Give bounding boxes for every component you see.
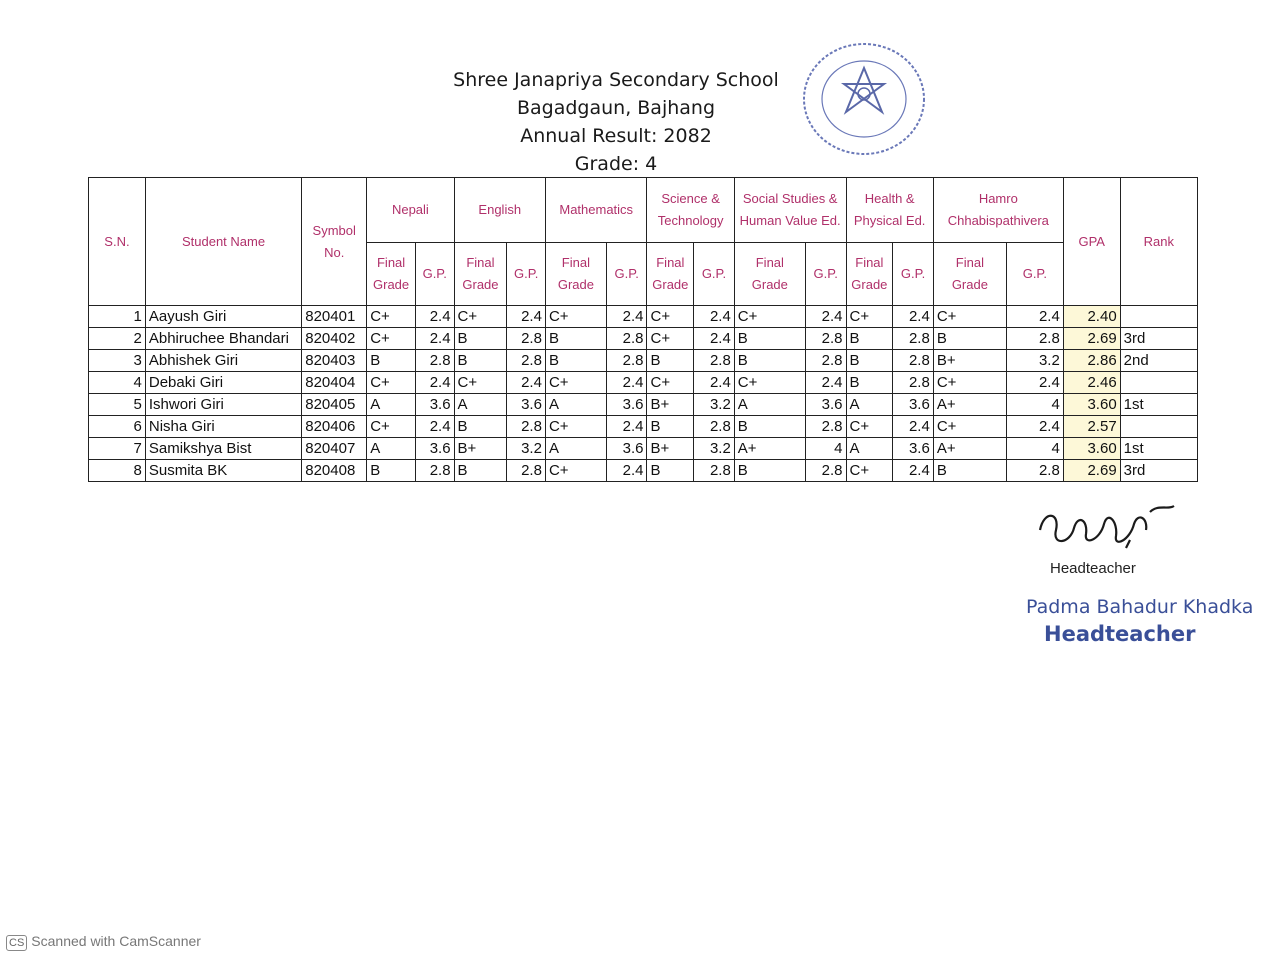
cell-final-grade: B	[846, 372, 893, 394]
cell-gp: 2.4	[415, 372, 454, 394]
cell-gp: 2.8	[805, 328, 846, 350]
cell-final-grade: B	[647, 350, 694, 372]
cell-student-name: Ishwori Giri	[145, 394, 301, 416]
cell-gp: 2.8	[507, 416, 546, 438]
cell-gp: 3.6	[415, 438, 454, 460]
cell-gp: 2.8	[507, 350, 546, 372]
col-final-grade: Final Grade	[647, 243, 694, 306]
col-final-grade: Final Grade	[734, 243, 805, 306]
cell-final-grade: B	[734, 416, 805, 438]
cell-sn: 6	[89, 416, 146, 438]
cell-final-grade: B	[647, 416, 694, 438]
cell-student-name: Nisha Giri	[145, 416, 301, 438]
cell-symbol-no: 820408	[302, 460, 367, 482]
cell-gp: 2.8	[507, 460, 546, 482]
cell-final-grade: A	[545, 438, 606, 460]
col-subject-nepali: Nepali	[367, 178, 454, 243]
cell-rank	[1120, 372, 1197, 394]
cell-final-grade: B	[367, 350, 416, 372]
cell-gp: 2.4	[805, 372, 846, 394]
cell-sn: 3	[89, 350, 146, 372]
cell-final-grade: C+	[734, 372, 805, 394]
cell-gp: 3.2	[694, 438, 735, 460]
cell-final-grade: A+	[734, 438, 805, 460]
cell-gp: 2.8	[1006, 460, 1063, 482]
cell-gp: 2.8	[606, 350, 647, 372]
cell-gp: 2.4	[694, 328, 735, 350]
cell-gp: 2.4	[1006, 416, 1063, 438]
cell-gp: 2.8	[694, 460, 735, 482]
cell-gp: 3.6	[893, 438, 934, 460]
col-gp: G.P.	[507, 243, 546, 306]
cell-final-grade: A+	[933, 394, 1006, 416]
result-title: Annual Result: 2082	[520, 125, 712, 147]
cell-symbol-no: 820406	[302, 416, 367, 438]
cell-final-grade: A	[454, 394, 507, 416]
cell-rank: 2nd	[1120, 350, 1197, 372]
cell-final-grade: C+	[367, 328, 416, 350]
cell-final-grade: A	[367, 438, 416, 460]
cell-symbol-no: 820407	[302, 438, 367, 460]
table-row	[89, 394, 1198, 416]
cell-final-grade: C+	[933, 372, 1006, 394]
cell-final-grade: A+	[933, 438, 1006, 460]
cell-gp: 2.8	[694, 416, 735, 438]
cell-sn: 1	[89, 306, 146, 328]
cell-final-grade: C+	[545, 416, 606, 438]
table-row	[89, 306, 1198, 328]
cell-gp: 2.4	[415, 306, 454, 328]
table-row	[89, 416, 1198, 438]
cell-student-name: Samikshya Bist	[145, 438, 301, 460]
cell-final-grade: C+	[367, 372, 416, 394]
cell-final-grade: C+	[367, 306, 416, 328]
cell-sn: 4	[89, 372, 146, 394]
cell-gp: 2.8	[415, 460, 454, 482]
cell-symbol-no: 820404	[302, 372, 367, 394]
cell-gp: 2.4	[415, 416, 454, 438]
col-gp: G.P.	[415, 243, 454, 306]
cell-gp: 2.8	[893, 350, 934, 372]
cell-gp: 4	[1006, 394, 1063, 416]
cell-final-grade: B	[846, 328, 893, 350]
cell-gp: 2.4	[893, 306, 934, 328]
cell-student-name: Aayush Giri	[145, 306, 301, 328]
col-rank: Rank	[1120, 178, 1197, 306]
col-final-grade: Final Grade	[454, 243, 507, 306]
cell-final-grade: C+	[367, 416, 416, 438]
cell-sn: 8	[89, 460, 146, 482]
cell-gpa: 2.57	[1063, 416, 1120, 438]
col-subject-health: Health & Physical Ed.	[846, 178, 933, 243]
scanner-footer	[6, 933, 201, 951]
cell-final-grade: C+	[647, 328, 694, 350]
cell-gp: 2.8	[805, 416, 846, 438]
cell-sn: 7	[89, 438, 146, 460]
cell-final-grade: C+	[454, 372, 507, 394]
cell-final-grade: B	[846, 350, 893, 372]
cell-final-grade: B	[933, 328, 1006, 350]
col-subject-english: English	[454, 178, 545, 243]
cell-final-grade: C+	[545, 460, 606, 482]
cell-sn: 5	[89, 394, 146, 416]
cell-final-grade: B	[545, 328, 606, 350]
cell-gp: 2.4	[805, 306, 846, 328]
cell-gp: 3.6	[606, 438, 647, 460]
cell-final-grade: C+	[846, 416, 893, 438]
table-row	[89, 460, 1198, 482]
cell-gpa: 2.46	[1063, 372, 1120, 394]
cell-final-grade: B	[454, 460, 507, 482]
col-gp: G.P.	[1006, 243, 1063, 306]
cell-final-grade: B	[454, 328, 507, 350]
col-final-grade: Final Grade	[846, 243, 893, 306]
cell-final-grade: B	[545, 350, 606, 372]
cell-final-grade: C+	[545, 372, 606, 394]
col-subject-mathematics: Mathematics	[545, 178, 647, 243]
cell-final-grade: B+	[647, 438, 694, 460]
col-gp: G.P.	[805, 243, 846, 306]
cell-symbol-no: 820405	[302, 394, 367, 416]
signature-title: Headteacher	[1050, 560, 1136, 577]
cell-gp: 4	[1006, 438, 1063, 460]
cell-gp: 2.8	[893, 328, 934, 350]
cell-final-grade: C+	[647, 372, 694, 394]
cell-gp: 2.4	[415, 328, 454, 350]
cell-gp: 2.4	[606, 372, 647, 394]
cell-gpa: 3.60	[1063, 394, 1120, 416]
cell-gp: 3.6	[415, 394, 454, 416]
cell-gp: 4	[805, 438, 846, 460]
cell-gp: 2.4	[1006, 306, 1063, 328]
cell-gp: 2.8	[1006, 328, 1063, 350]
camscanner-logo-icon: CS	[6, 935, 27, 951]
cell-final-grade: C+	[846, 460, 893, 482]
cell-final-grade: B+	[454, 438, 507, 460]
footer-text: Scanned with CamScanner	[31, 933, 201, 949]
col-student-name: Student Name	[145, 178, 301, 306]
headteacher-name-stamp: Padma Bahadur Khadka	[1026, 596, 1254, 618]
cell-final-grade: A	[545, 394, 606, 416]
col-gp: G.P.	[606, 243, 647, 306]
cell-final-grade: C+	[545, 306, 606, 328]
cell-gp: 3.2	[694, 394, 735, 416]
table-row	[89, 438, 1198, 460]
cell-student-name: Abhiruchee Bhandari	[145, 328, 301, 350]
cell-gp: 3.6	[893, 394, 934, 416]
school-seal-icon	[800, 40, 928, 158]
cell-gp: 3.2	[507, 438, 546, 460]
cell-gp: 2.4	[606, 416, 647, 438]
cell-gpa: 2.86	[1063, 350, 1120, 372]
cell-gp: 3.6	[606, 394, 647, 416]
cell-gp: 3.6	[507, 394, 546, 416]
headteacher-signature-icon	[1030, 500, 1180, 560]
cell-final-grade: B+	[647, 394, 694, 416]
cell-rank: 3rd	[1120, 460, 1197, 482]
cell-final-grade: C+	[734, 306, 805, 328]
cell-symbol-no: 820403	[302, 350, 367, 372]
col-sn: S.N.	[89, 178, 146, 306]
col-subject-hamro: Hamro Chhabispathivera	[933, 178, 1063, 243]
cell-gpa: 2.69	[1063, 460, 1120, 482]
headteacher-title-stamp: Headteacher	[1044, 622, 1196, 646]
col-gpa: GPA	[1063, 178, 1120, 306]
school-address: Bagadgaun, Bajhang	[516, 97, 716, 119]
col-symbol-no: Symbol No.	[302, 178, 367, 306]
cell-gp: 2.8	[415, 350, 454, 372]
cell-gp: 2.8	[805, 350, 846, 372]
cell-final-grade: B	[454, 416, 507, 438]
cell-gp: 3.2	[1006, 350, 1063, 372]
grade-label: Grade: 4	[574, 153, 658, 175]
cell-final-grade: C+	[933, 306, 1006, 328]
table-row	[89, 350, 1198, 372]
cell-final-grade: B	[647, 460, 694, 482]
cell-rank	[1120, 416, 1197, 438]
cell-gpa: 3.60	[1063, 438, 1120, 460]
cell-gpa: 2.69	[1063, 328, 1120, 350]
cell-final-grade: A	[846, 394, 893, 416]
cell-rank: 1st	[1120, 438, 1197, 460]
cell-final-grade: B	[367, 460, 416, 482]
cell-final-grade: B+	[933, 350, 1006, 372]
col-subject-social-studies: Social Studies & Human Value Ed.	[734, 178, 846, 243]
cell-gp: 2.8	[893, 372, 934, 394]
result-table	[88, 177, 1198, 482]
cell-gp: 2.4	[893, 416, 934, 438]
table-row	[89, 328, 1198, 350]
cell-sn: 2	[89, 328, 146, 350]
school-name: Shree Janapriya Secondary School	[453, 69, 779, 91]
cell-student-name: Abhishek Giri	[145, 350, 301, 372]
col-gp: G.P.	[893, 243, 934, 306]
cell-gp: 2.4	[694, 306, 735, 328]
col-final-grade: Final Grade	[933, 243, 1006, 306]
cell-symbol-no: 820401	[302, 306, 367, 328]
cell-rank: 3rd	[1120, 328, 1197, 350]
cell-gp: 2.4	[893, 460, 934, 482]
cell-gp: 2.4	[507, 306, 546, 328]
cell-gp: 2.4	[606, 460, 647, 482]
cell-gp: 2.4	[507, 372, 546, 394]
cell-final-grade: C+	[454, 306, 507, 328]
table-row	[89, 372, 1198, 394]
col-subject-science: Science & Technology	[647, 178, 734, 243]
cell-student-name: Susmita BK	[145, 460, 301, 482]
cell-gp: 2.8	[507, 328, 546, 350]
cell-symbol-no: 820402	[302, 328, 367, 350]
student-rows	[89, 306, 1198, 482]
col-final-grade: Final Grade	[545, 243, 606, 306]
cell-final-grade: A	[846, 438, 893, 460]
cell-gp: 3.6	[805, 394, 846, 416]
cell-final-grade: B	[734, 328, 805, 350]
cell-final-grade: C+	[846, 306, 893, 328]
cell-final-grade: B	[933, 460, 1006, 482]
cell-gp: 2.4	[606, 306, 647, 328]
cell-rank: 1st	[1120, 394, 1197, 416]
cell-final-grade: C+	[647, 306, 694, 328]
cell-gp: 2.8	[694, 350, 735, 372]
cell-gp: 2.8	[805, 460, 846, 482]
cell-final-grade: A	[734, 394, 805, 416]
cell-gpa: 2.40	[1063, 306, 1120, 328]
cell-final-grade: B	[734, 460, 805, 482]
col-gp: G.P.	[694, 243, 735, 306]
col-final-grade: Final Grade	[367, 243, 416, 306]
cell-student-name: Debaki Giri	[145, 372, 301, 394]
cell-final-grade: B	[454, 350, 507, 372]
cell-final-grade: B	[734, 350, 805, 372]
cell-gp: 2.8	[606, 328, 647, 350]
cell-gp: 2.4	[1006, 372, 1063, 394]
cell-final-grade: A	[367, 394, 416, 416]
cell-gp: 2.4	[694, 372, 735, 394]
cell-final-grade: C+	[933, 416, 1006, 438]
cell-rank	[1120, 306, 1197, 328]
